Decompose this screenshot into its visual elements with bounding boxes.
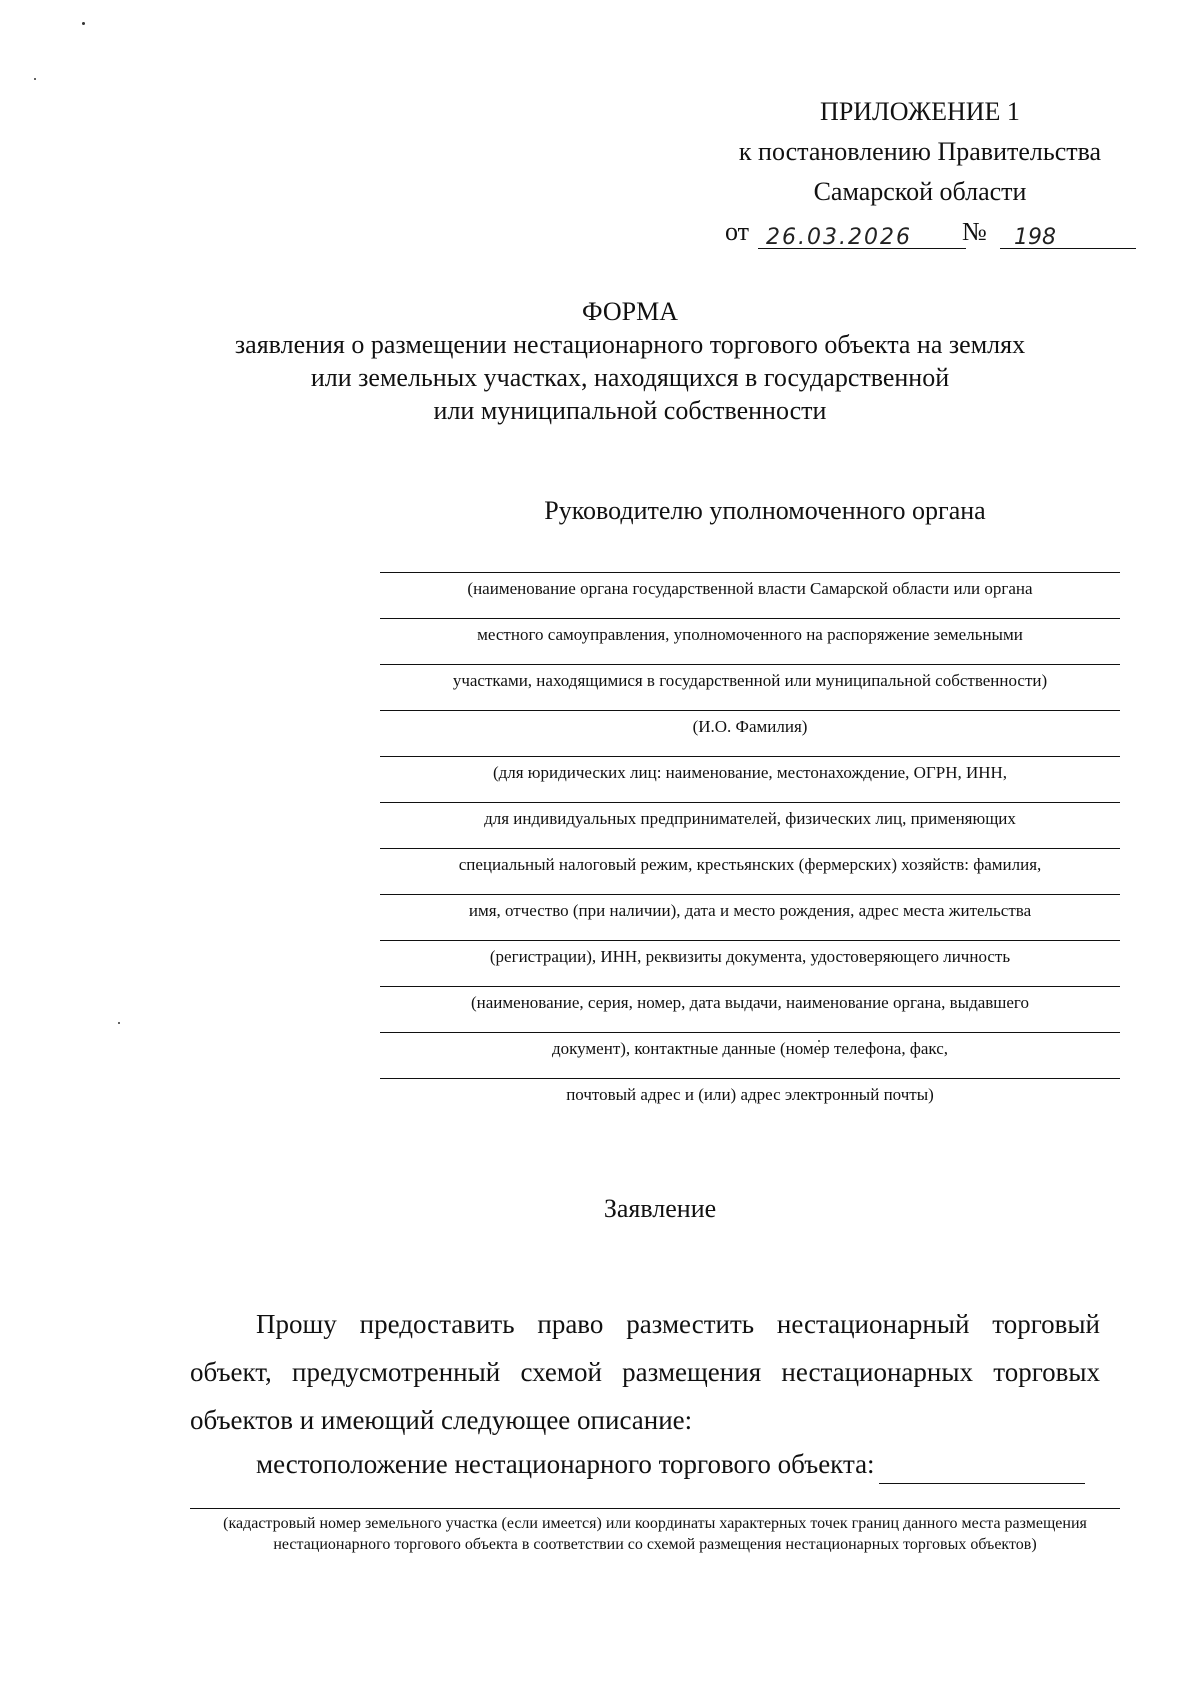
number-label: № — [962, 217, 987, 246]
fill-line: для индивидуальных предпринимателей, физических лиц, применяющих — [380, 802, 1120, 848]
fill-line: местного самоуправления, уполномоченного на распоряжение земельными — [380, 618, 1120, 664]
fill-line: документ), контактные данные (номер телефона, факс, — [380, 1032, 1120, 1078]
location-label: местоположение нестационарного торгового объекта: — [256, 1449, 875, 1479]
fill-line: участками, находящимися в государственной или муниципальной собственности) — [380, 664, 1120, 710]
date-number-line — [700, 212, 1140, 252]
fill-line: имя, отчество (при наличии), дата и место рождения, адрес места жительства — [380, 894, 1120, 940]
appendix-line2: Самарской области — [813, 177, 1027, 206]
handwritten-number: 198 — [1000, 228, 1136, 249]
addressee-fill-block — [380, 572, 1120, 1124]
from-label: от — [725, 217, 750, 246]
addressee: Руководителю уполномоченного органа — [544, 496, 986, 525]
fill-line: (регистрации), ИНН, реквизиты документа, удостоверяющего личность — [380, 940, 1120, 986]
handwritten-date: 26.03.2026 — [758, 228, 966, 249]
appendix-line1: к постановлению Правительства — [738, 137, 1102, 166]
location-line — [256, 1444, 1116, 1484]
cadastral-note: (кадастровый номер земельного участка (если имеется) или координаты характерных точек границ данного места размещения нестационарного торгового объекта в соответствии со схемой размещения нестационарных торговых объектов) — [190, 1508, 1120, 1555]
appendix-block — [700, 92, 1140, 252]
fill-line: (И.О. Фамилия) — [380, 710, 1120, 756]
fill-line: почтовый адрес и (или) адрес электронный почты) — [380, 1078, 1120, 1124]
fill-line: (наименование органа государственной власти Самарской области или органа — [380, 572, 1120, 618]
form-subtitle-3: или муниципальной собственности — [433, 396, 827, 425]
form-heading — [200, 295, 1060, 427]
scan-speck — [118, 1022, 120, 1024]
fill-line: специальный налоговый режим, крестьянских (фермерских) хозяйств: фамилия, — [380, 848, 1120, 894]
fill-line: (наименование, серия, номер, дата выдачи, наименование органа, выдавшего — [380, 986, 1120, 1032]
statement-title: Заявление — [603, 1194, 717, 1223]
form-title: ФОРМА — [582, 297, 678, 326]
scan-speck — [34, 78, 36, 80]
scan-speck — [82, 22, 85, 25]
statement-body: Прошу предоставить право разместить нестационарный торговый объект, предусмотренный схемой размещения нестационарных торговых объектов и имеющий следующее описание: — [190, 1309, 1100, 1435]
form-subtitle-1: заявления о размещении нестационарного торгового объекта на землях — [234, 330, 1026, 359]
fill-line: (для юридических лиц: наименование, местонахождение, ОГРН, ИНН, — [380, 756, 1120, 802]
appendix-title: ПРИЛОЖЕНИЕ 1 — [820, 97, 1020, 126]
location-fill-line — [879, 1453, 1085, 1484]
form-subtitle-2: или земельных участках, находящихся в государственной — [310, 363, 950, 392]
